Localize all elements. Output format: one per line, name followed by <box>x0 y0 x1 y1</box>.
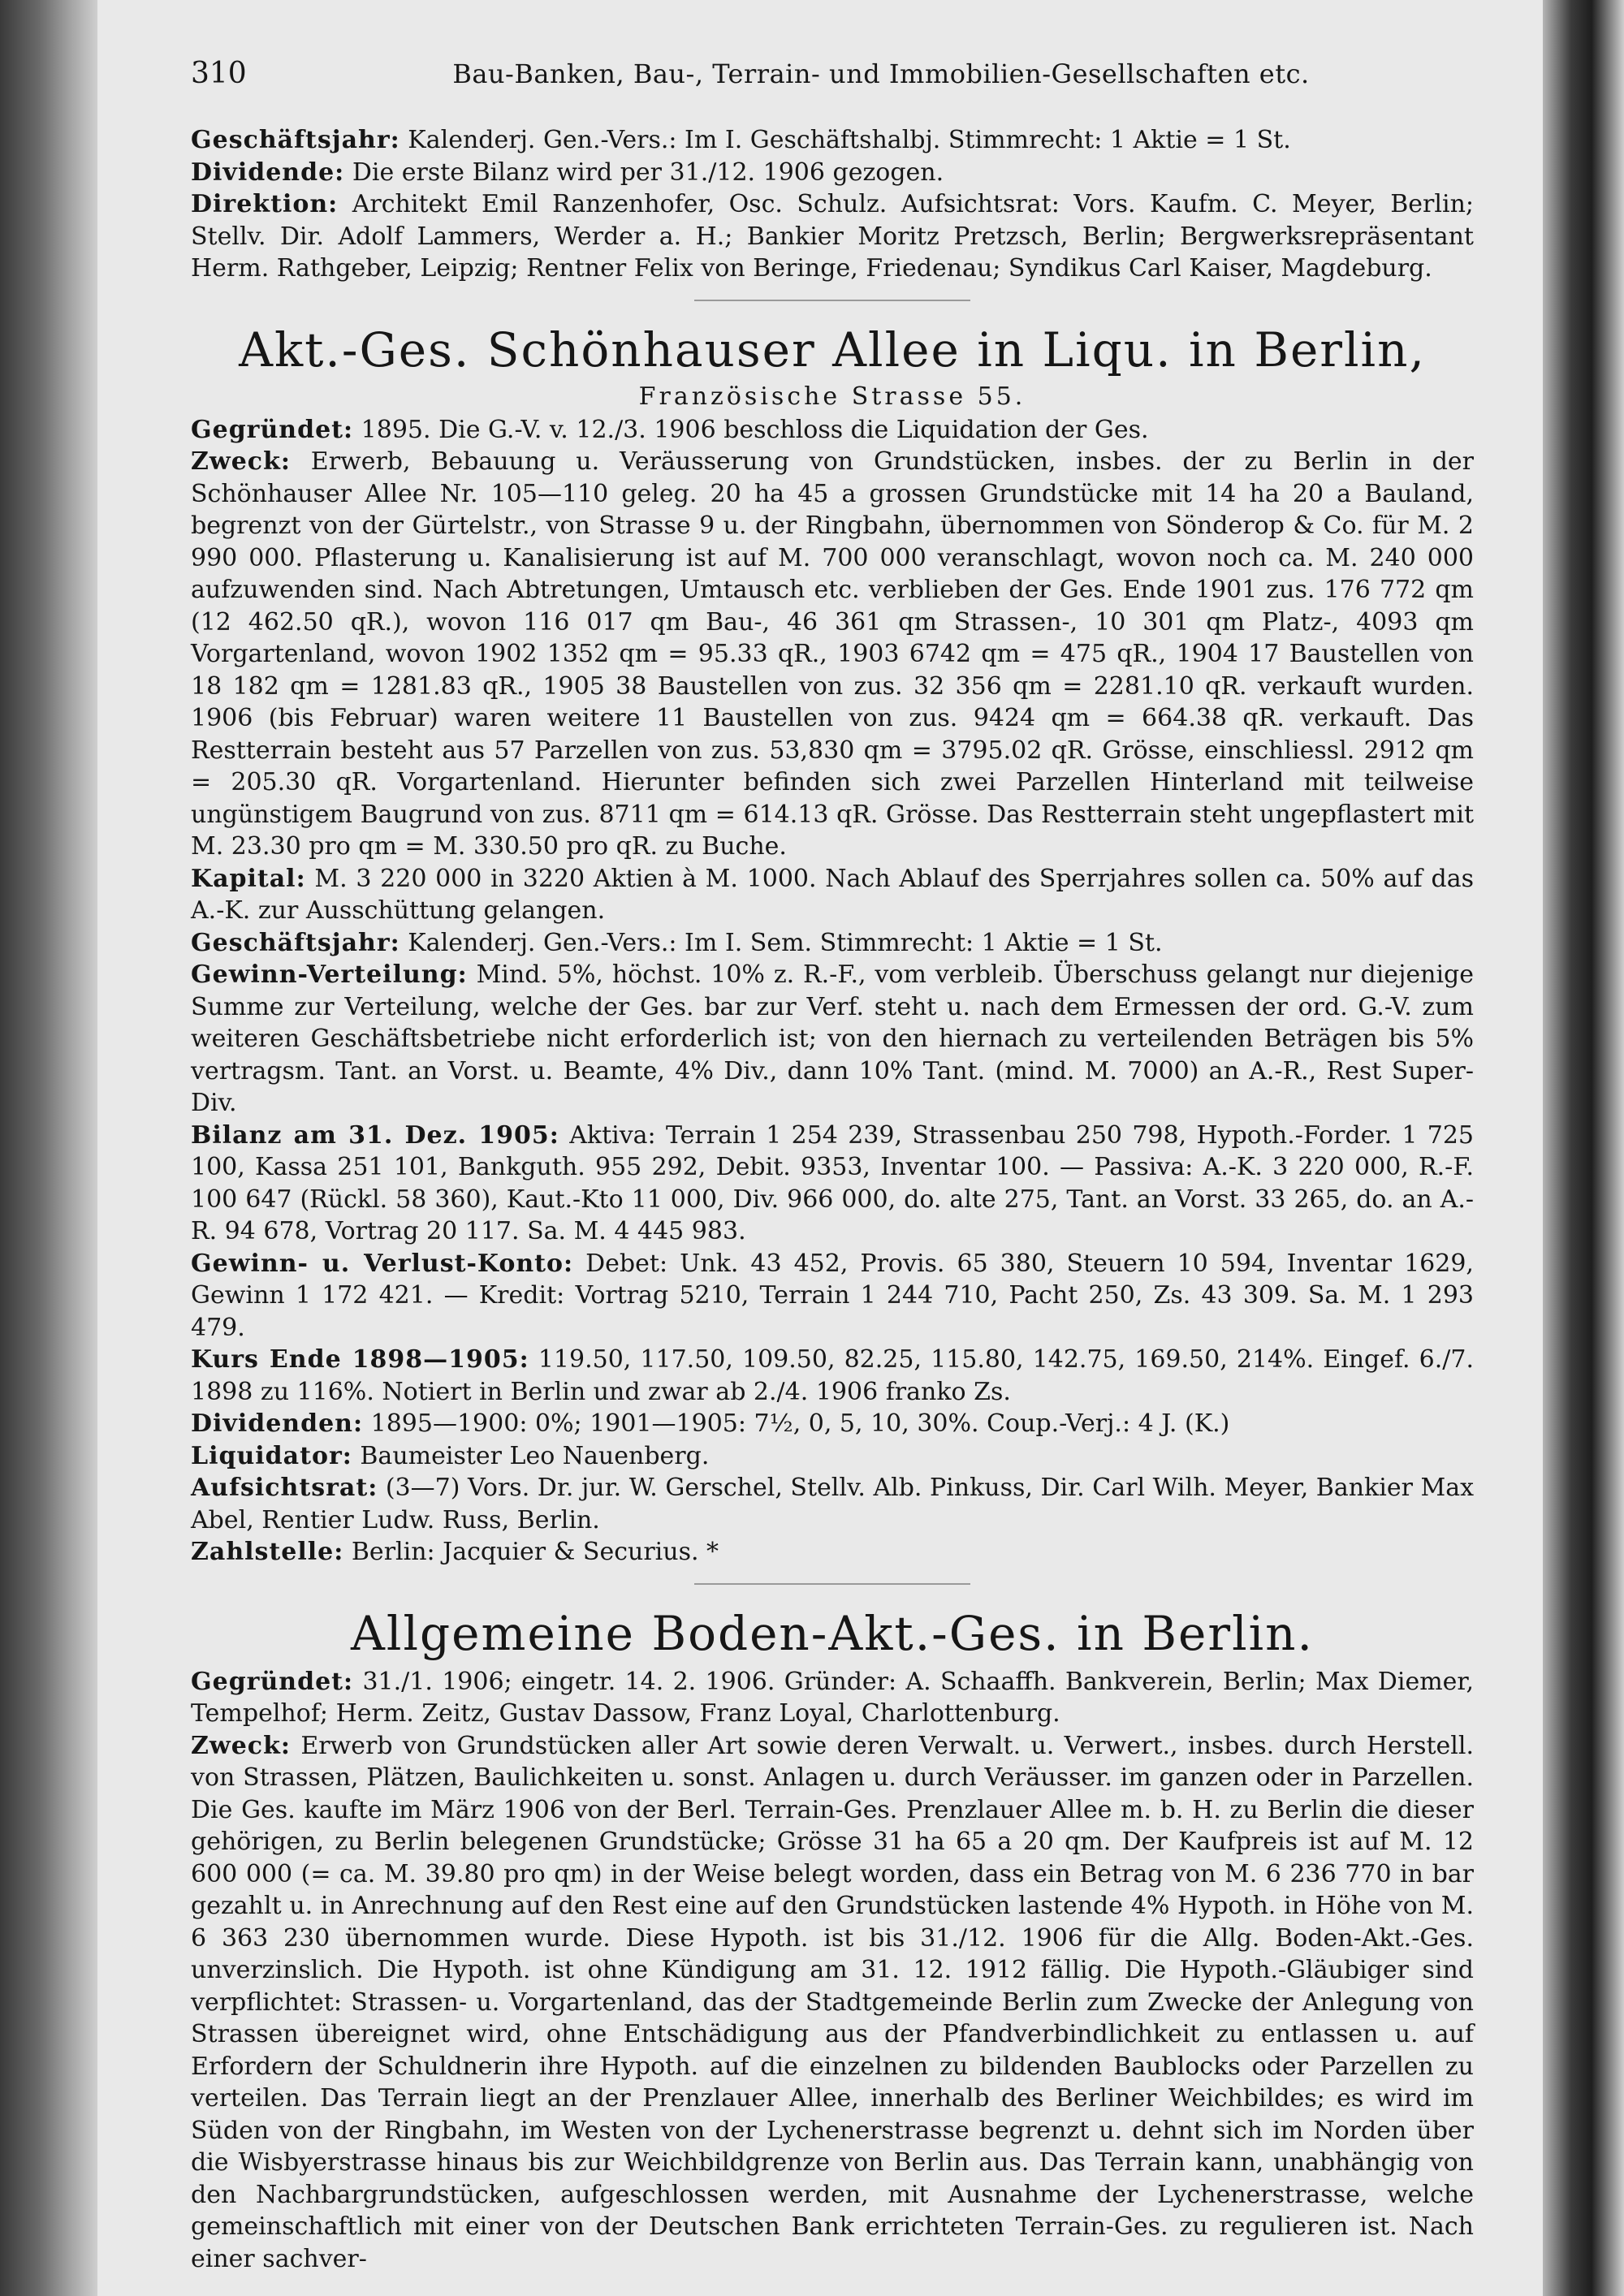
field-label: Gegründet: <box>191 1667 354 1696</box>
field-text: 1895—1900: 0%; 1901—1905: 7½, 0, 5, 10, 30%. Coup.-Verj.: 4 J. (K.) <box>370 1409 1230 1438</box>
field-label: Zweck: <box>191 1731 291 1760</box>
paragraph <box>191 1730 1474 2276</box>
running-header <box>191 57 1474 90</box>
field-label: Kurs Ende 1898—1905: <box>191 1345 529 1374</box>
field-label: Gewinn-Verteilung: <box>191 960 468 989</box>
paragraph <box>191 1408 1474 1440</box>
paragraph <box>191 1344 1474 1408</box>
paragraph <box>191 1666 1474 1730</box>
paragraph <box>191 414 1474 447</box>
field-text: 119.50, 117.50, 109.50, 82.25, 115.80, 142.75, 169.50, 214%. Eingef. 6./7. 1898 zu 116%. Notiert in Berlin und zwar ab 2./4. 1906 franko Zs. <box>191 1345 1474 1406</box>
paragraph <box>191 927 1474 960</box>
field-text: 1895. Die G.-V. v. 12./3. 1906 beschloss die Liquidation der Ges. <box>361 415 1149 444</box>
paragraph <box>191 1536 1474 1569</box>
entry-address: Französische Strasse 55. <box>638 382 1026 411</box>
paragraph <box>191 124 1474 157</box>
previous-entry-tail <box>191 124 1474 285</box>
paragraph <box>191 1440 1474 1473</box>
field-label: Dividende: <box>191 158 345 187</box>
field-label: Geschäftsjahr: <box>191 928 400 957</box>
field-text: Baumeister Leo Nauenberg. <box>360 1441 710 1470</box>
field-text: Architekt Emil Ranzenhofer, Osc. Schulz. Aufsichtsrat: Vors. Kaufm. C. Meyer, Berlin; Stellv. Dir. Adolf Lammers, Werder a. H.; Bankier Moritz Pretzsch, Berlin; Bergwerksrepräsentant Herm. Rathgeber, Leipzig; Rentner Felix von Beringe, Friedenau; Syndikus Carl Kaiser, Magdeburg. <box>191 190 1474 283</box>
field-text: Erwerb von Grundstücken aller Art sowie deren Verwalt. u. Verwert., insbes. durch Herstell. von Strassen, Plätzen, Baulichkeiten u. sonst. Anlagen u. durch Veräusser. im ganzen oder in Parzellen. Die Ges. kaufte im März 1906 von der Berl. Terrain-Ges. Prenzlauer Allee m. b. H. zu Berlin die dieser gehörigen, zu Berlin belegenen Grundstücke; Grösse 31 ha 65 a 20 qm. Der Kaufpreis ist auf M. 12 600 000 (= ca. M. 39.80 pro qm) in der Weise belegt worden, dass ein Betrag von M. 6 236 770 in bar gezahlt u. in Anrechnung auf den Rest eine auf den Grundstücken lastende 4% Hypoth. in Höhe von M. 6 363 230 übernommen wurde. Diese Hypoth. ist bis 31./12. 1906 für die Allg. Boden-Akt.-Ges. unverzinslich. Die Hypoth. ist ohne Kündigung am 31. 12. 1912 fällig. Die Hypoth.-Gläubiger sind verpflichtet: Strassen- u. Vorgartenland, das der Stadtgemeinde Berlin zum Zwecke der Anlegung von Strassen übereignet wird, ohne Entschädigung aus der Pfandverbindlichkeit zu entlassen u. auf Erfordern der Schuldnerin ihre Hypoth. auf die einzelnen zu bildenden Baublocks oder Parzellen zu verteilen. Das Terrain liegt an der Prenzlauer Allee, innerhalb des Berliner Weichbildes; es wird im Süden von der Ringbahn, im Westen von der Lychenerstrasse begrenzt u. dehnt sich im Norden über die Wisbyerstrasse hinaus bis zur Weichbildgrenze von Berlin aus. Das Terrain kann, unabhängig von den Nachbargrundstücken, aufgeschlossen werden, mit Ausnahme der Lychenerstrasse, welche gemeinschaftlich mit einer von der Deutschen Bank errichteten Terrain-Ges. zu regulieren ist. Nach einer sachver- <box>191 1731 1475 2273</box>
field-label: Aufsichtsrat: <box>191 1474 378 1502</box>
field-text: Kalenderj. Gen.-Vers.: Im I. Geschäftshalbj. Stimmrecht: 1 Aktie = 1 St. <box>408 126 1291 154</box>
field-text: Mind. 5%, höchst. 10% z. R.-F., vom verbleib. Überschuss gelangt nur diejenige Summe zur Verteilung, welche der Ges. bar zur Verf. steht u. nach dem Ermessen der ord. G.-V. zum weiteren Geschäftsbetriebe nicht erforderlich ist; von den hiernach zu verteilenden Beträgen bis 5% vertragsm. Tant. an Vorst. u. Beamte, 4% Div., dann 10% Tant. (mind. M. 7000) an A.-R., Rest Super-Div. <box>191 960 1474 1117</box>
entry-title: Allgemeine Boden-Akt.-Ges. in Berlin. <box>351 1605 1314 1661</box>
field-label: Bilanz am 31. Dez. 1905: <box>191 1120 559 1150</box>
field-label: Gewinn- u. Verlust-Konto: <box>191 1249 574 1278</box>
paragraph <box>191 188 1474 285</box>
field-label: Kapital: <box>191 864 306 893</box>
field-label: Direktion: <box>191 190 339 218</box>
next-page-edge <box>1543 0 1624 2296</box>
entry-allgemeine-boden <box>191 1606 1474 2276</box>
field-text: M. 3 220 000 in 3220 Aktien à M. 1000. Nach Ablauf des Sperrjahres sollen ca. 50% auf das A.-K. zur Ausschüttung gelangen. <box>191 864 1474 925</box>
paragraph <box>191 1472 1474 1536</box>
page-number: 310 <box>191 57 247 90</box>
field-text: (3—7) Vors. Dr. jur. W. Gerschel, Stellv. Alb. Pinkuss, Dir. Carl Wilh. Meyer, Bankier Max Abel, Rentier Ludw. Russ, Berlin. <box>191 1474 1474 1534</box>
paragraph <box>191 157 1474 189</box>
paragraph <box>191 446 1474 863</box>
field-label: Liquidator: <box>191 1441 352 1470</box>
field-text: Die erste Bilanz wird per 31./12. 1906 gezogen. <box>352 158 944 187</box>
page-content <box>191 57 1474 2275</box>
book-binding-shadow <box>0 0 97 2296</box>
paragraph <box>191 1248 1474 1344</box>
running-title: Bau-Banken, Bau-, Terrain- und Immobilien-Gesellschaften etc. <box>452 58 1310 89</box>
field-label: Geschäftsjahr: <box>191 126 400 154</box>
field-text: 31./1. 1906; eingetr. 14. 2. 1906. Gründer: A. Schaaffh. Bankverein, Berlin; Max Diemer, Tempelhof; Herm. Zeitz, Gustav Dassow, Franz Loyal, Charlottenburg. <box>191 1667 1474 1728</box>
field-label: Zahlstelle: <box>191 1538 344 1566</box>
entry-title: Akt.-Ges. Schönhauser Allee in Liqu. in Berlin, <box>239 322 1426 378</box>
paragraph <box>191 863 1474 927</box>
field-text: Berlin: Jacquier & Securius. * <box>351 1538 719 1566</box>
field-text: Aktiva: Terrain 1 254 239, Strassenbau 250 798, Hypoth.-Forder. 1 725 100, Kassa 251 101, Bankguth. 955 292, Debit. 9353, Inventar 100. — Passiva: A.-K. 3 220 000, R.-F. 100 647 (Rückl. 58 360), Kaut.-Kto 11 000, Div. 966 000, do. alte 275, Tant. an Vorst. 33 265, do. an A.-R. 94 678, Vortrag 20 117. Sa. M. 4 445 983. <box>191 1120 1474 1245</box>
paragraph <box>191 1120 1474 1248</box>
section-divider <box>694 300 970 301</box>
field-label: Dividenden: <box>191 1409 364 1438</box>
entry-schoenhauser-allee <box>191 322 1474 1569</box>
section-divider <box>694 1583 970 1585</box>
paragraph <box>191 959 1474 1120</box>
field-label: Gegründet: <box>191 415 354 444</box>
field-text: Erwerb, Bebauung u. Veräusserung von Grundstücken, insbes. der zu Berlin in der Schönhauser Allee Nr. 105—110 geleg. 20 ha 45 a grossen Grundstücke mit 14 ha 20 a Bauland, begrenzt von der Gürtelstr., von Strasse 9 u. der Ringbahn, übernommen von Sönderop & Co. für M. 2 990 000. Pflasterung u. Kanalisierung ist auf M. 700 000 veranschlagt, wovon noch ca. M. 240 000 aufzuwenden sind. Nach Abtretungen, Umtausch etc. verblieben der Ges. Ende 1901 zus. 176 772 qm (12 462.50 qR.), wovon 116 017 qm Bau-, 46 361 qm Strassen-, 10 301 qm Platz-, 4093 qm Vorgartenland, wovon 1902 1352 qm = 95.33 qR., 1903 6742 qm = 475 qR., 1904 17 Baustellen von 18 182 qm = 1281.83 qR., 1905 38 Baustellen von zus. 32 356 qm = 2281.10 qR. verkauft wurden. 1906 (bis Februar) waren weitere 11 Baustellen von zus. 9424 qm = 664.38 qR. verkauft. Das Restterrain besteht aus 57 Parzellen von zus. 53,830 qm = 3795.02 qR. Grösse, einschliessl. 2912 qm = 205.30 qR. Vorgartenland. Hierunter befinden sich zwei Parzellen Hinterland mit teilweise ungünstigem Baugrund von zus. 8711 qm = 614.13 qR. Grösse. Das Restterrain steht ungepflastert mit M. 23.30 pro qm = M. 330.50 pro qR. zu Buche. <box>191 447 1474 861</box>
field-text: Debet: Unk. 43 452, Provis. 65 380, Steuern 10 594, Inventar 1629, Gewinn 1 172 421. — Kredit: Vortrag 5210, Terrain 1 244 710, Pacht 250, Zs. 43 309. Sa. M. 1 293 479. <box>191 1249 1474 1342</box>
field-label: Zweck: <box>191 447 291 476</box>
field-text: Kalenderj. Gen.-Vers.: Im I. Sem. Stimmrecht: 1 Aktie = 1 St. <box>408 928 1163 957</box>
